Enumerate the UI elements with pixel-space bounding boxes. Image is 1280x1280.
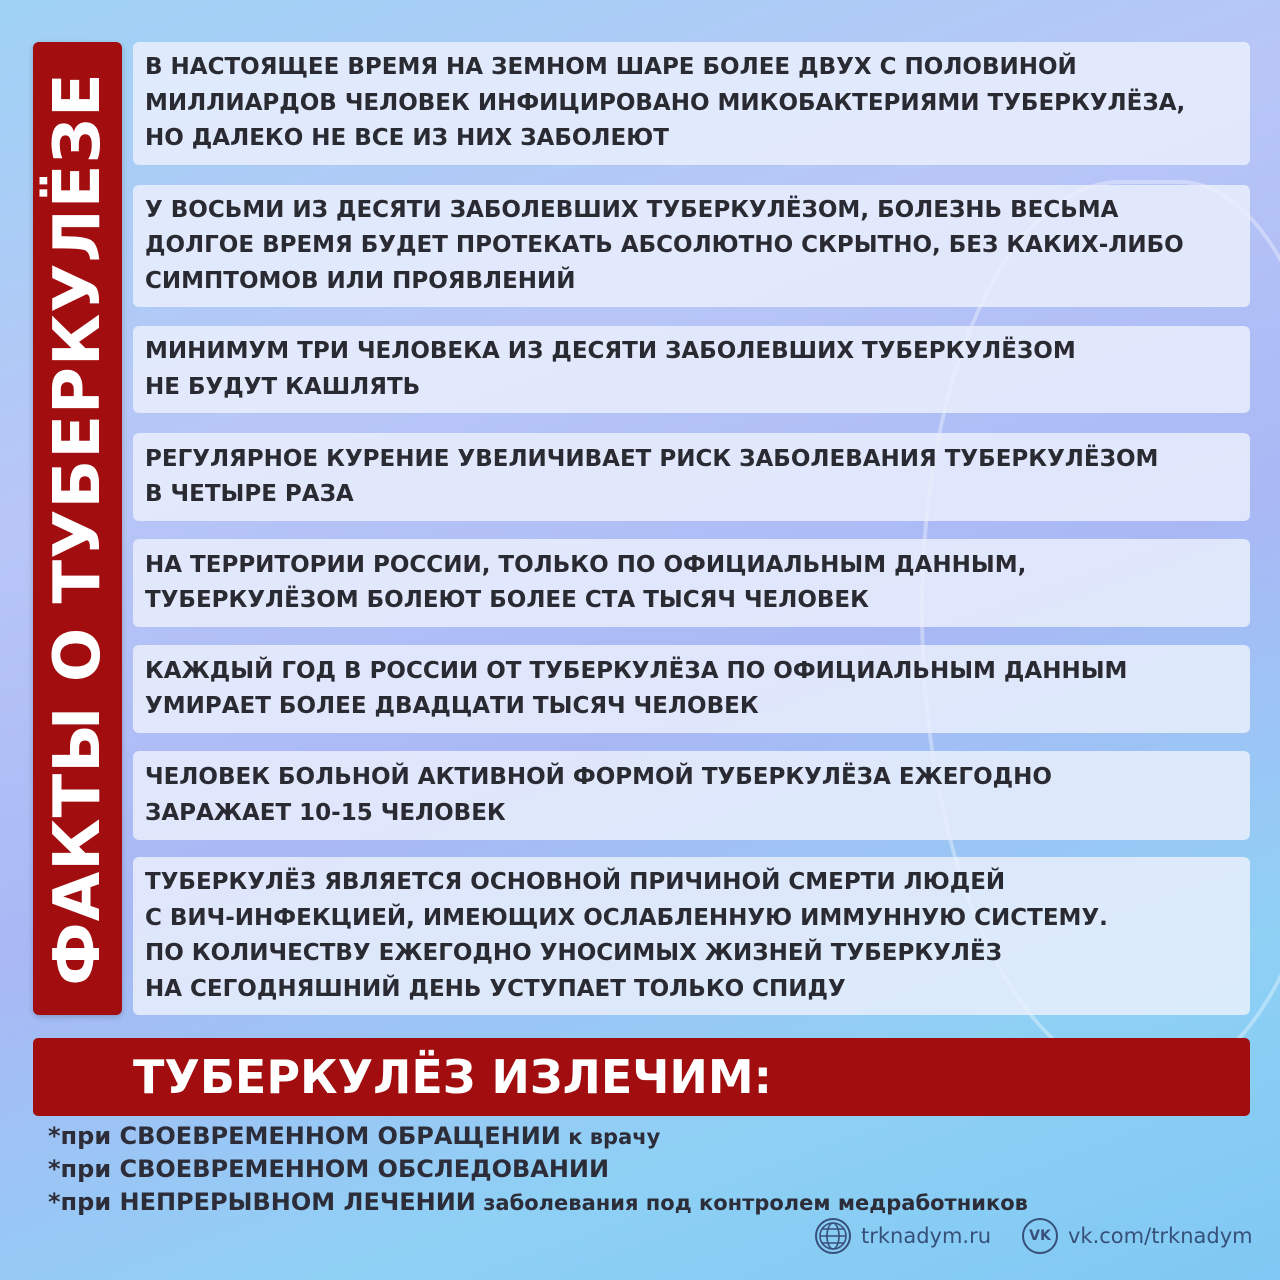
- website-link[interactable]: [815, 1218, 991, 1254]
- fact-card: [133, 645, 1250, 733]
- vk-icon: VK: [1022, 1218, 1058, 1254]
- condition-rest: к врачу: [560, 1125, 661, 1149]
- condition-item: [48, 1186, 1028, 1219]
- fact-card: [133, 857, 1250, 1015]
- fact-card: [133, 326, 1250, 413]
- globe-icon: [815, 1218, 851, 1254]
- fact-card: [133, 751, 1250, 840]
- title-sidebar: [33, 42, 122, 1015]
- fact-card: [133, 433, 1250, 521]
- fact-text: В НАСТОЯЩЕЕ ВРЕМЯ НА ЗЕМНОМ ШАРЕ БОЛЕЕ ДВУХ С ПОЛОВИНОЙ МИЛЛИАРДОВ ЧЕЛОВЕК ИНФИЦИРОВАНО МИКОБАКТЕРИЯМИ ТУБЕРКУЛЁЗА, НО ДАЛЕКО НЕ ВСЕ ИЗ НИХ ЗАБОЛЕЮТ: [145, 54, 1186, 152]
- condition-main: *при СВОЕВРЕМЕННОМ ОБСЛЕДОВАНИИ: [48, 1155, 610, 1183]
- condition-item: [48, 1120, 1028, 1153]
- fact-text: КАЖДЫЙ ГОД В РОССИИ ОТ ТУБЕРКУЛЁЗА ПО ОФИЦИАЛЬНЫМ ДАННЫМ УМИРАЕТ БОЛЕЕ ДВАДЦАТИ ТЫСЯЧ ЧЕЛОВЕК: [145, 657, 1128, 719]
- fact-card: [133, 539, 1250, 627]
- vk-link[interactable]: [1022, 1218, 1253, 1254]
- vk-text[interactable]: vk.com/trknadym: [1068, 1224, 1253, 1248]
- page-title: ФАКТЫ О ТУБЕРКУЛЁЗЕ: [40, 71, 115, 986]
- fact-text: У ВОСЬМИ ИЗ ДЕСЯТИ ЗАБОЛЕВШИХ ТУБЕРКУЛЁЗОМ, БОЛЕЗНЬ ВЕСЬМА ДОЛГОЕ ВРЕМЯ БУДЕТ ПРОТЕКАТЬ АБСОЛЮТНО СКРЫТНО, БЕЗ КАКИХ-ЛИБО СИМПТОМОВ ИЛИ ПРОЯВЛЕНИЙ: [145, 196, 1184, 294]
- condition-main: *при НЕПРЕРЫВНОМ ЛЕЧЕНИИ: [48, 1188, 476, 1216]
- condition-main: *при СВОЕВРЕМЕННОМ ОБРАЩЕНИИ: [48, 1122, 561, 1150]
- fact-text: МИНИМУМ ТРИ ЧЕЛОВЕКА ИЗ ДЕСЯТИ ЗАБОЛЕВШИХ ТУБЕРКУЛЁЗОМ НЕ БУДУТ КАШЛЯТЬ: [145, 338, 1076, 400]
- condition-rest: заболевания под контролем медработников: [475, 1191, 1028, 1215]
- fact-text: ТУБЕРКУЛЁЗ ЯВЛЯЕТСЯ ОСНОВНОЙ ПРИЧИНОЙ СМЕРТИ ЛЮДЕЙ С ВИЧ-ИНФЕКЦИЕЙ, ИМЕЮЩИХ ОСЛАБЛЕННУЮ ИММУННУЮ СИСТЕМУ. ПО КОЛИЧЕСТВУ ЕЖЕГОДНО УНОСИМЫХ ЖИЗНЕЙ ТУБЕРКУЛЁЗ НА СЕГОДНЯШНИЙ ДЕНЬ УСТУПАЕТ ТОЛЬКО СПИДУ: [145, 869, 1108, 1002]
- conditions-list: [48, 1120, 1028, 1219]
- website-text[interactable]: trknadym.ru: [861, 1224, 992, 1248]
- fact-card: [133, 42, 1250, 165]
- fact-text: ЧЕЛОВЕК БОЛЬНОЙ АКТИВНОЙ ФОРМОЙ ТУБЕРКУЛЁЗА ЕЖЕГОДНО ЗАРАЖАЕТ 10-15 ЧЕЛОВЕК: [145, 764, 1052, 826]
- curable-banner: ТУБЕРКУЛЁЗ ИЗЛЕЧИМ:: [33, 1038, 1250, 1116]
- condition-item: [48, 1153, 1028, 1186]
- fact-text: НА ТЕРРИТОРИИ РОССИИ, ТОЛЬКО ПО ОФИЦИАЛЬНЫМ ДАННЫМ, ТУБЕРКУЛЁЗОМ БОЛЕЮТ БОЛЕЕ СТА ТЫСЯЧ ЧЕЛОВЕК: [145, 551, 1027, 613]
- fact-text: РЕГУЛЯРНОЕ КУРЕНИЕ УВЕЛИЧИВАЕТ РИСК ЗАБОЛЕВАНИЯ ТУБЕРКУЛЁЗОМ В ЧЕТЫРЕ РАЗА: [145, 445, 1159, 507]
- fact-card: [133, 185, 1250, 307]
